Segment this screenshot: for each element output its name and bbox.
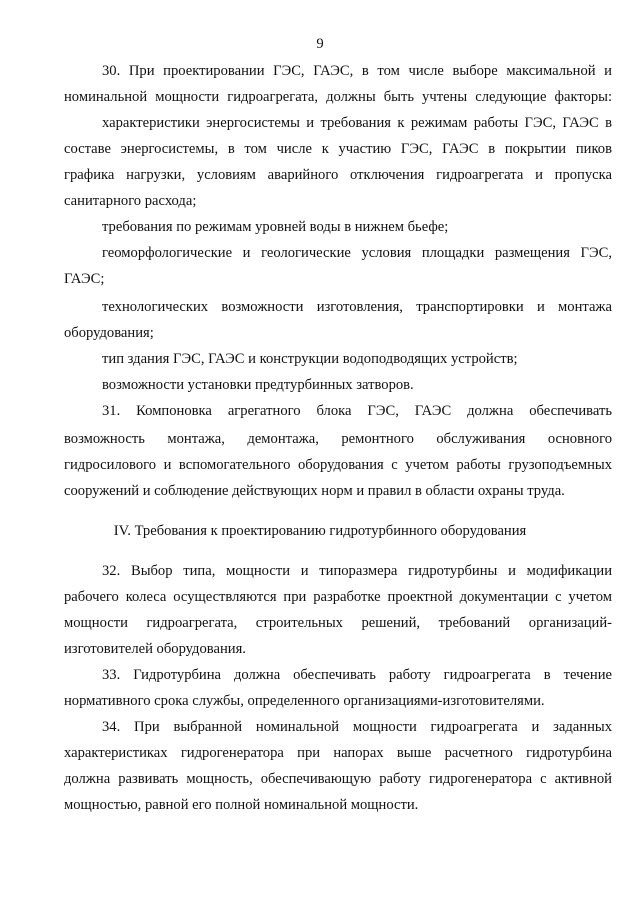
text-line: рабочего колеса осуществляются при разработке проектной документации с учетом bbox=[64, 589, 612, 605]
text-line: мощностью, равной его полной номинальной мощности. bbox=[64, 797, 419, 813]
text-line: оборудования; bbox=[64, 325, 154, 341]
text-line: тип здания ГЭС, ГАЭС и конструкции водоподводящих устройств; bbox=[102, 351, 518, 367]
section-heading: IV. Требования к проектированию гидротурбинного оборудования bbox=[113, 523, 527, 539]
text-line: графика нагрузки, условиям аварийного отключения гидроагрегата и пропуска bbox=[64, 167, 612, 183]
text-line: характеристики энергосистемы и требования к режимам работы ГЭС, ГАЭС в bbox=[102, 115, 612, 131]
text-line: 33. Гидротурбина должна обеспечивать работу гидроагрегата в течение bbox=[102, 667, 612, 683]
text-line: сооружений и соблюдение действующих норм и правил в области охраны труда. bbox=[64, 483, 565, 499]
text-line: требования по режимам уровней воды в нижнем бьефе; bbox=[102, 219, 449, 235]
text-line: мощности гидроагрегата, строительных решений, требований организаций- bbox=[64, 615, 612, 631]
text-line: гидросилового и вспомогательного оборудования с учетом работы грузоподъемных bbox=[64, 457, 612, 473]
text-line: должна развивать мощность, обеспечивающую работу гидрогенератора с активной bbox=[64, 771, 612, 787]
text-line: технологических возможности изготовления, транспортировки и монтажа bbox=[102, 299, 612, 315]
text-line: нормативного срока службы, определенного организациями-изготовителями. bbox=[64, 693, 545, 709]
text-line: возможности установки предтурбинных затворов. bbox=[102, 377, 414, 393]
text-line: номинальной мощности гидроагрегата, должны быть учтены следующие факторы: bbox=[64, 89, 612, 105]
text-line: 32. Выбор типа, мощности и типоразмера гидротурбины и модификации bbox=[102, 563, 612, 579]
text-line: 30. При проектировании ГЭС, ГАЭС, в том числе выборе максимальной и bbox=[102, 63, 612, 79]
text-line: изготовителей оборудования. bbox=[64, 641, 246, 657]
text-line: характеристиках гидрогенератора при напорах выше расчетного гидротурбина bbox=[64, 745, 612, 761]
page-number: 9 bbox=[316, 36, 324, 52]
text-line: 34. При выбранной номинальной мощности гидроагрегата и заданных bbox=[102, 719, 612, 735]
text-line: санитарного расхода; bbox=[64, 193, 197, 209]
text-line: геоморфологические и геологические условия площадки размещения ГЭС, bbox=[102, 245, 612, 261]
text-line: составе энергосистемы, в том числе к участию ГЭС, ГАЭС в покрытии пиков bbox=[64, 141, 612, 157]
text-line: возможность монтажа, демонтажа, ремонтного обслуживания основного bbox=[64, 431, 612, 447]
text-line: ГАЭС; bbox=[64, 271, 105, 287]
text-line: 31. Компоновка агрегатного блока ГЭС, ГАЭС должна обеспечивать bbox=[102, 403, 612, 419]
